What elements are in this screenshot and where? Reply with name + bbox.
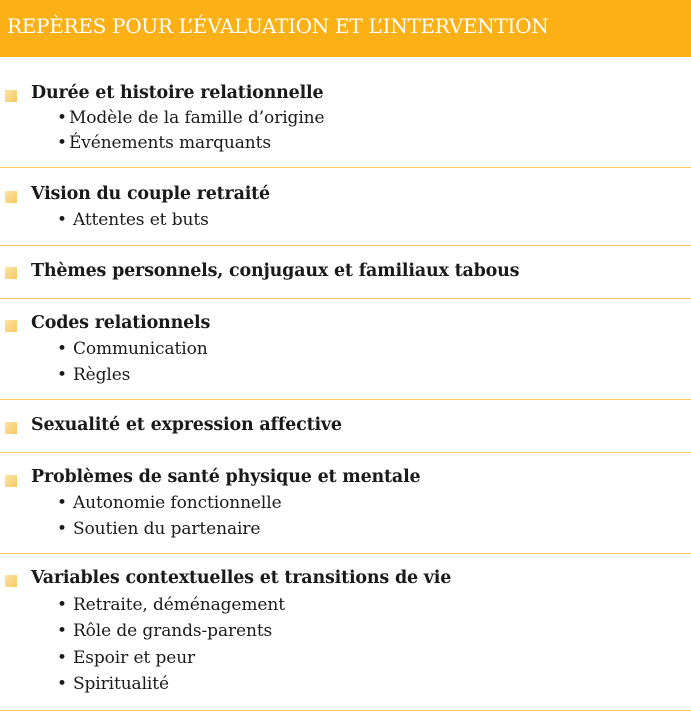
list-item-label: Règles bbox=[72, 365, 131, 385]
list-item bbox=[57, 648, 195, 668]
square-bullet-icon bbox=[5, 575, 17, 587]
section-duree bbox=[0, 57, 691, 168]
square-bullet-icon bbox=[5, 191, 17, 203]
section-title: Sexualité et expression affective bbox=[31, 415, 342, 435]
bullet-icon: • bbox=[57, 108, 67, 128]
bullet-icon: • bbox=[57, 365, 67, 385]
section-themes bbox=[0, 246, 691, 299]
section-title: Durée et histoire relationnelle bbox=[31, 83, 324, 103]
bullet-icon: • bbox=[57, 621, 67, 641]
section-variables bbox=[0, 554, 691, 711]
list-item-label: Modèle de la famille d’origine bbox=[68, 108, 325, 128]
list-item bbox=[57, 493, 282, 513]
square-bullet-icon bbox=[5, 475, 17, 487]
list-item bbox=[57, 621, 272, 641]
list-item bbox=[57, 210, 209, 230]
bullet-icon: • bbox=[57, 493, 67, 513]
header-banner bbox=[0, 0, 691, 57]
list-item-label: Spiritualité bbox=[72, 674, 169, 694]
bullet-icon: • bbox=[57, 648, 67, 668]
bullet-icon: • bbox=[57, 339, 67, 359]
list-item-label: Rôle de grands-parents bbox=[72, 621, 273, 641]
bullet-icon: • bbox=[57, 595, 67, 615]
list-item-label: Attentes et buts bbox=[72, 210, 209, 230]
section-codes bbox=[0, 299, 691, 400]
square-bullet-icon bbox=[5, 267, 17, 279]
list-item-label: Événements marquants bbox=[68, 133, 271, 153]
section-sexualite bbox=[0, 400, 691, 453]
list-item bbox=[57, 108, 324, 128]
section-vision bbox=[0, 168, 691, 246]
list-item-label: Retraite, déménagement bbox=[72, 595, 285, 615]
bullet-icon: • bbox=[57, 674, 67, 694]
page-title: REPÈRES POUR L’ÉVALUATION ET L’INTERVENTION bbox=[7, 14, 549, 38]
list-item bbox=[57, 365, 130, 385]
list-item-label: Soutien du partenaire bbox=[72, 519, 261, 539]
section-title: Codes relationnels bbox=[31, 313, 211, 333]
section-title: Vision du couple retraité bbox=[31, 184, 270, 204]
section-title: Problèmes de santé physique et mentale bbox=[31, 467, 421, 487]
square-bullet-icon bbox=[5, 320, 17, 332]
section-sante bbox=[0, 453, 691, 554]
list-item-label: Autonomie fonctionnelle bbox=[72, 493, 282, 513]
list-item bbox=[57, 133, 271, 153]
list-item-label: Espoir et peur bbox=[72, 648, 196, 668]
bullet-icon: • bbox=[57, 210, 67, 230]
list-item bbox=[57, 519, 260, 539]
square-bullet-icon bbox=[5, 90, 17, 102]
list-item-label: Communication bbox=[72, 339, 208, 359]
square-bullet-icon bbox=[5, 422, 17, 434]
bullet-icon: • bbox=[57, 133, 67, 153]
bullet-icon: • bbox=[57, 519, 67, 539]
list-item bbox=[57, 339, 208, 359]
section-title: Variables contextuelles et transitions de vie bbox=[31, 568, 452, 588]
list-item bbox=[57, 674, 169, 694]
list-item bbox=[57, 595, 285, 615]
section-title: Thèmes personnels, conjugaux et familiaux tabous bbox=[31, 261, 520, 281]
